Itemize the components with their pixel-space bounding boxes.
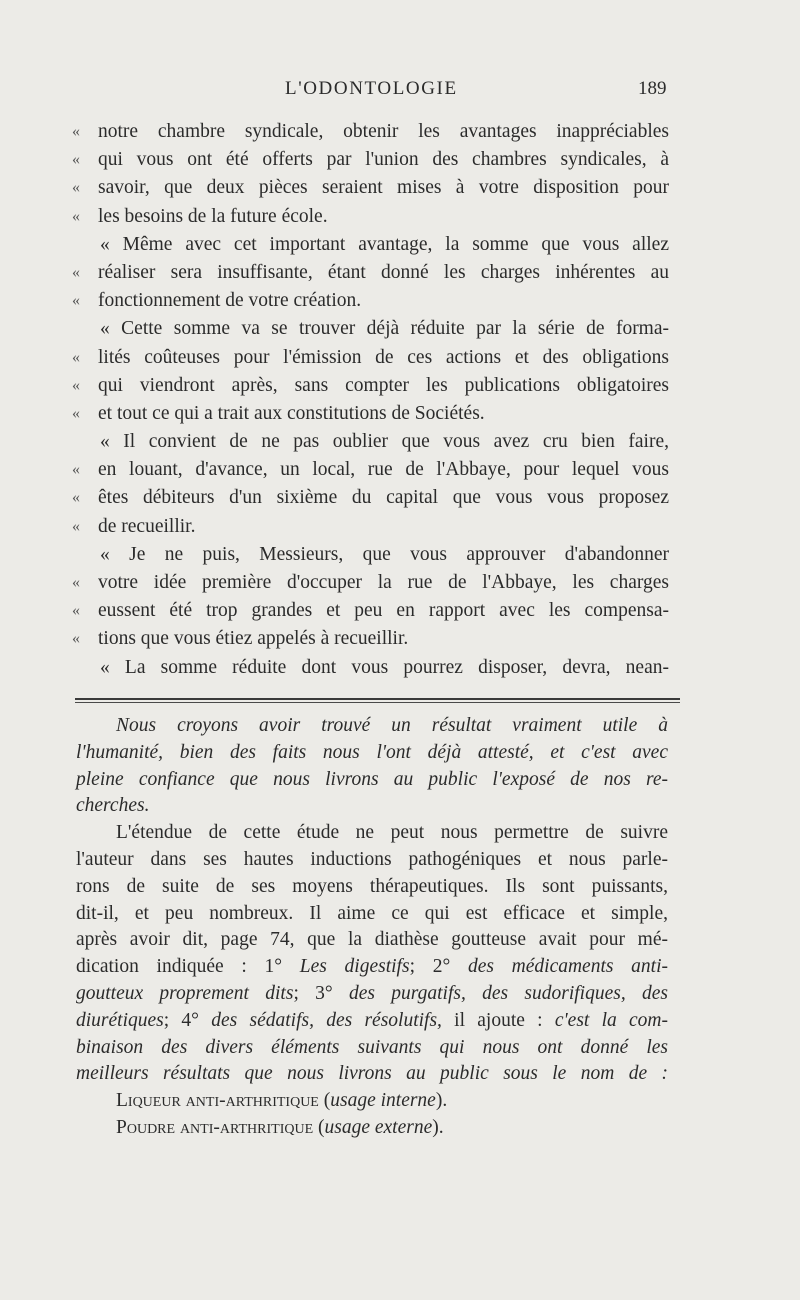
quote-mark: «	[72, 123, 80, 140]
text-line	[60, 541, 680, 569]
line-segment: c'est la com-	[554, 1009, 668, 1031]
text-line	[76, 713, 668, 740]
text-line	[76, 820, 668, 847]
quote-mark: «	[72, 179, 80, 197]
quote-mark: «	[72, 207, 80, 225]
section-divider-thin	[75, 702, 680, 703]
text-line	[60, 513, 680, 541]
line-segment: dication indiquée : 1°	[76, 956, 300, 978]
quoted-letter-block	[60, 118, 680, 682]
product-name: Poudre anti-arthritique	[116, 1116, 314, 1138]
text-line	[60, 597, 680, 625]
line-segment: des purgatifs, des sudorifiques, des	[348, 982, 668, 1004]
running-title: L'ODONTOLOGIE	[285, 78, 458, 99]
line-text: binaison des divers éléments suivants qui nous ont donné les	[76, 1036, 668, 1058]
line-text: meilleurs résultats que nous livrons au public sous le nom de :	[76, 1063, 668, 1085]
line-text: de recueillir.	[98, 515, 196, 537]
quote-mark: «	[72, 151, 80, 169]
text-line	[60, 231, 680, 259]
line-text: qui viendront après, sans compter les publications obligatoires	[98, 374, 669, 396]
text-line	[76, 1088, 668, 1115]
text-line	[76, 981, 668, 1008]
line-text: dit-il, et peu nombreux. Il aime ce qui est efficace et simple,	[76, 902, 668, 924]
line-segment: usage externe	[324, 1116, 433, 1138]
text-line	[76, 847, 668, 874]
quote-mark: «	[72, 461, 80, 479]
text-line	[60, 372, 680, 400]
line-text: tions que vous étiez appelés à recueillir.	[98, 628, 409, 650]
line-text: notre chambre syndicale, obtenir les avantages inappréciables	[98, 121, 669, 142]
line-text: rons de suite de ses moyens thérapeutiques. Ils sont puissants,	[76, 875, 668, 897]
text-line	[60, 344, 680, 372]
line-text: et tout ce qui a trait aux constitutions de Sociétés.	[98, 402, 485, 424]
line-text: « La somme réduite dont vous pourrez disposer, devra, nean-	[100, 656, 669, 678]
line-text: fonctionnement de votre création.	[98, 290, 362, 312]
text-line	[76, 927, 668, 954]
line-segment: des sédatifs, des résolutifs,	[211, 1009, 442, 1031]
quote-mark: «	[72, 517, 80, 535]
line-segment: ).	[432, 1116, 444, 1138]
line-text: « Il convient de ne pas oublier que vous avez cru bien faire,	[100, 431, 669, 453]
line-segment: ).	[435, 1090, 448, 1112]
line-text	[76, 1008, 668, 1034]
text-line	[60, 315, 680, 343]
text-line	[60, 456, 680, 484]
line-text: l'humanité, bien des faits nous l'ont déjà attesté, et c'est avec	[76, 741, 668, 763]
page-number: 189	[638, 78, 667, 99]
line-segment: Les digestifs	[299, 956, 410, 978]
line-segment: des médicaments anti-	[467, 956, 669, 978]
line-text	[116, 1115, 668, 1141]
line-text: qui vous ont été offerts par l'union des chambres syndicales, à	[98, 149, 669, 171]
text-line	[60, 654, 680, 682]
line-text: êtes débiteurs d'un sixième du capital que vous vous proposez	[98, 487, 669, 509]
line-text: pleine confiance que nous livrons au public l'exposé de nos re-	[76, 768, 668, 790]
line-text: les besoins de la future école.	[98, 205, 328, 227]
line-text: Nous croyons avoir trouvé un résultat vraiment utile à	[116, 715, 668, 736]
text-line	[60, 484, 680, 512]
text-line	[60, 569, 680, 597]
line-text: L'étendue de cette étude ne peut nous permettre de suivre	[116, 822, 668, 844]
quote-mark: «	[72, 404, 80, 422]
line-segment: (	[313, 1116, 325, 1138]
text-line	[76, 874, 668, 901]
line-segment: goutteux proprement dits	[76, 982, 294, 1004]
line-text: en louant, d'avance, un local, rue de l'Abbaye, pour lequel vous	[98, 459, 669, 481]
text-line	[60, 287, 680, 315]
section-divider-thick	[75, 698, 680, 700]
line-text: « Cette somme va se trouver déjà réduite par la série de forma-	[100, 318, 669, 340]
text-line	[76, 901, 668, 928]
line-text	[76, 981, 668, 1007]
quote-mark: «	[72, 574, 80, 591]
line-text: votre idée première d'occuper la rue de l'Abbaye, les charges	[98, 572, 669, 593]
text-line	[60, 625, 680, 653]
line-text: lités coûteuses pour l'émission de ces actions et des obligations	[98, 346, 669, 368]
line-text: cherches.	[76, 795, 150, 817]
text-line	[76, 1008, 668, 1035]
line-segment: ; 3°	[293, 982, 349, 1004]
quote-mark: «	[72, 376, 80, 394]
product-name: Liqueur anti-arthritique	[116, 1090, 319, 1112]
text-line	[76, 1115, 668, 1142]
quote-mark: «	[72, 602, 80, 620]
line-segment: diurétiques	[76, 1009, 164, 1031]
line-text: eussent été trop grandes et peu en rapport avec les compensa-	[98, 600, 669, 622]
line-segment: (	[318, 1090, 331, 1112]
line-text: « Je ne puis, Messieurs, que vous approuver d'abandonner	[100, 543, 669, 565]
line-text: après avoir dit, page 74, que la diathèse goutteuse avait pour mé-	[76, 929, 668, 951]
text-line	[60, 174, 680, 202]
quote-mark: «	[72, 630, 80, 648]
commentary-block	[76, 713, 668, 1142]
text-line	[76, 793, 668, 820]
line-text: savoir, que deux pièces seraient mises à votre disposition pour	[98, 177, 669, 199]
text-line	[76, 740, 668, 767]
text-line	[60, 400, 680, 428]
quote-mark: «	[72, 263, 80, 281]
line-text: réaliser sera insuffisante, étant donné les charges inhérentes au	[98, 261, 669, 283]
line-text	[116, 1088, 668, 1114]
line-segment: usage interne	[330, 1090, 436, 1112]
line-segment: il ajoute :	[441, 1009, 555, 1031]
line-segment: ; 4°	[163, 1009, 212, 1031]
text-line	[76, 954, 668, 981]
text-line	[60, 259, 680, 287]
quote-mark: «	[72, 292, 80, 310]
line-text	[76, 954, 668, 980]
text-line	[60, 428, 680, 456]
text-line	[76, 1061, 668, 1088]
quote-mark: «	[72, 348, 80, 366]
quote-mark: «	[72, 489, 80, 507]
line-segment: ; 2°	[409, 956, 468, 978]
line-text: l'auteur dans ses hautes inductions pathogéniques et nous parle-	[76, 848, 668, 870]
text-line	[76, 1035, 668, 1062]
text-line	[76, 767, 668, 794]
text-line	[60, 146, 680, 174]
text-line	[60, 203, 680, 231]
text-line	[60, 118, 680, 146]
page-header	[0, 78, 800, 104]
line-text: « Même avec cet important avantage, la somme que vous allez	[100, 233, 669, 255]
